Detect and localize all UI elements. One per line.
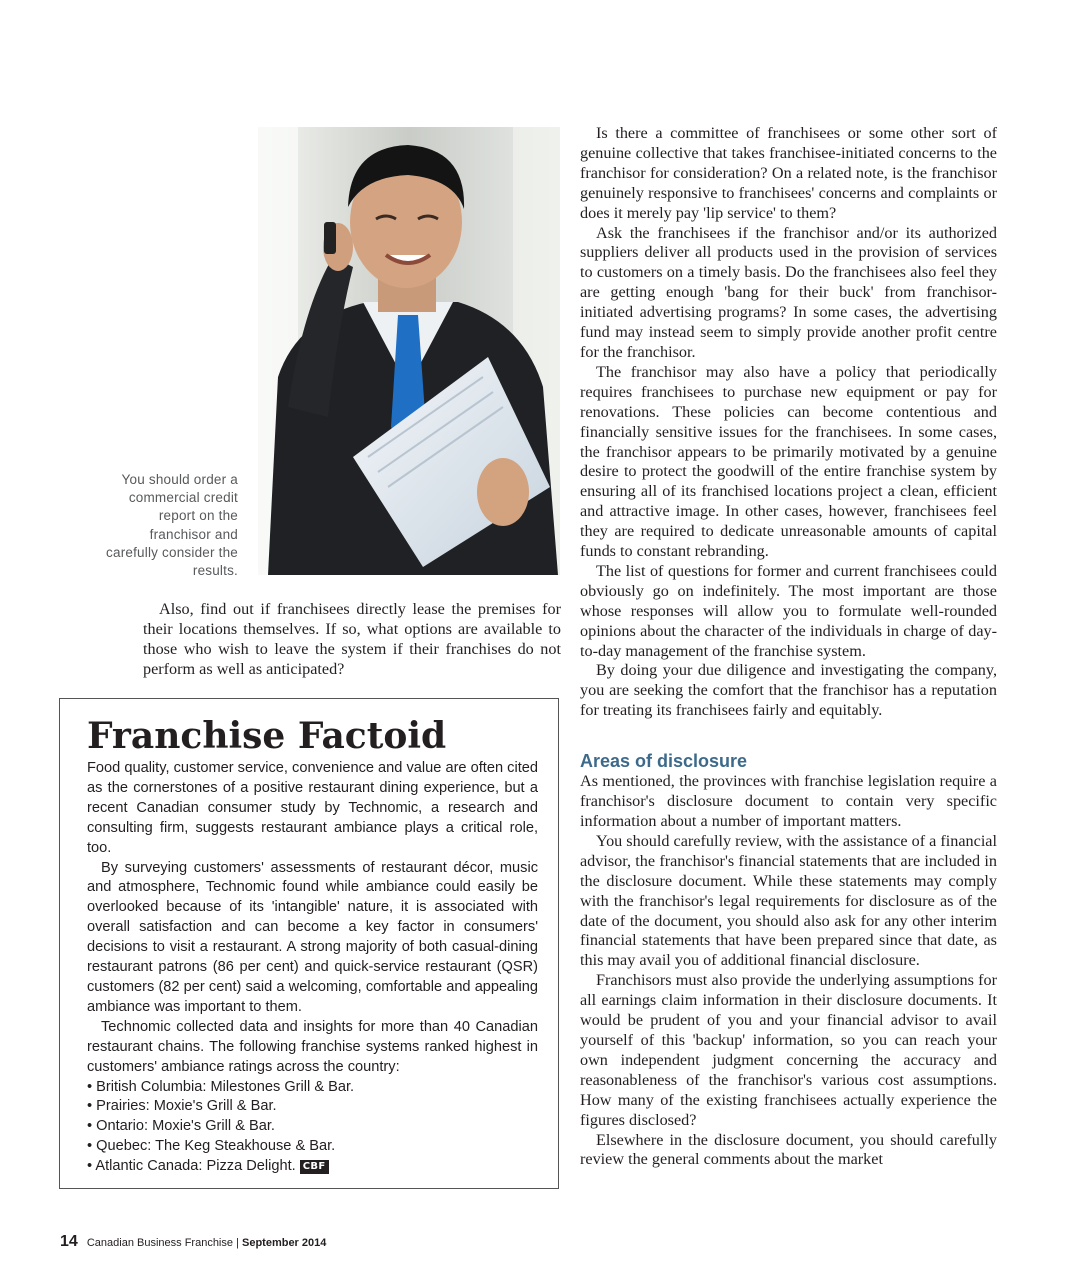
body-paragraph: Elsewhere in the disclosure document, you should carefully review the general comments about the market (580, 1130, 997, 1169)
list-item: • British Columbia: Milestones Grill & Bar. (87, 1078, 355, 1095)
ambiance-rankings-list (87, 1078, 538, 1178)
list-item: • Ontario: Moxie's Grill & Bar. (87, 1118, 275, 1135)
factoid-paragraph: Food quality, customer service, convenience and value are often cited as the cornerstones of a positive restaurant dining experience, but a recent Canadian consumer study by Technomic, a research and consulting firm, suggests restaurant ambiance plays a critical role, too. (87, 760, 538, 856)
list-item: • Prairies: Moxie's Grill & Bar. (87, 1098, 277, 1115)
list-item: • Quebec: The Keg Steakhouse & Bar. (87, 1138, 336, 1155)
factoid-title: Franchise Factoid (87, 715, 447, 757)
body-paragraph: Is there a committee of franchisees or some other sort of genuine collective that takes franchisee-initiated concerns to the franchisor for consideration? On a related note, is the franchisor genuinely responsive to franchisees' concerns and complaints or does it merely pay 'lip service' to them? (580, 124, 997, 222)
body-paragraph: Franchisors must also provide the underlying assumptions for all earnings claim information in their disclosure documents. It would be prudent of you and your financial advisor to avail yourself of this 'backup' information, so you can reach your own independent judgment concerning the accuracy and reasonableness of the franchisor's various cost assumptions. How many of the existing franchisees actually experience the figures disclosed? (580, 971, 997, 1129)
footer-separator: | (236, 1237, 239, 1249)
body-paragraph: By doing your due diligence and investigating the company, you are seeking the comfort that the franchisor has a reputation for treating its franchisees fairly and equitably. (580, 661, 997, 720)
photo-businessman-on-phone (258, 127, 560, 575)
factoid-paragraph: By surveying customers' assessments of restaurant décor, music and atmosphere, Technomic found while ambiance could easily be overlooked because of its 'intangible' nature, it is associated with overall satisfaction and can become a key factor in consumers' decisions to visit a restaurant. A strong majority of both casual-dining restaurant patrons (86 per cent) and quick-service restaurant (QSR) customers (82 per cent) said a welcoming, comfortable and appealing ambiance was important to them. (87, 859, 538, 1015)
businessman-illustration (258, 127, 560, 575)
body-paragraph: As mentioned, the provinces with franchise legislation require a franchisor's disclosure document to contain very specific information about a number of important matters. (580, 772, 997, 830)
body-paragraph: The list of questions for former and current franchisees could obviously go on indefinitely. The most important are those whose responses will allow you to formulate well-rounded opinions about the character of the individuals in charge of day-to-day management of the franchise system. (580, 561, 997, 660)
body-paragraph: Ask the franchisees if the franchisor and/or its authorized suppliers deliver all products used in the provision of services to customers on a timely basis. Do the franchisees also feel they are getting enough 'bang for their buck' from franchisor-initiated advertising programs? In some cases, the advertising fund may instead seem to simply provide another profit centre for the franchisor. (580, 223, 997, 361)
page-number: 14 (60, 1233, 78, 1250)
body-paragraph: You should carefully review, with the assistance of a financial advisor, the franchisor's financial statements that are included in the disclosure document. While these statements may comply with the franchisor's legal requirements for disclosure as of the date of the document, you should also ask for any other interim financial statements that have been prepared since that date, as this may avail you of additional financial disclosure. (580, 831, 997, 970)
photo-caption: You should order a commercial credit report on the franchisor and carefully consider the results. (106, 472, 238, 579)
body-paragraph: The franchisor may also have a policy that periodically requires franchisees to purchase new equipment or pay for renovations. These policies can become contentious and financially sensitive issues for the franchisees. In some cases, the franchisor appears to be primarily motivated by a genuine desire to protect the goodwill of the entire franchise system by ensuring all of its franchised locations project a clean, efficient and attractive image. In other cases, however, franchisees feel they are required to dedicate unreasonable amounts of capital funds to constant rebranding. (580, 362, 997, 561)
factoid-body (87, 759, 538, 1177)
cbf-end-mark-logo: CBF (300, 1160, 329, 1174)
publication-name: Canadian Business Franchise (86, 1237, 233, 1249)
factoid-box (59, 698, 559, 1189)
issue-date: September 2014 (241, 1237, 327, 1249)
section-heading: Areas of disclosure (580, 751, 748, 772)
list-item-text: • Atlantic Canada: Pizza Delight. (87, 1158, 296, 1175)
page-footer (60, 1234, 326, 1251)
list-item (87, 1157, 538, 1177)
right-column (580, 124, 997, 1170)
factoid-paragraph: Technomic collected data and insights for more than 40 Canadian restaurant chains. The following franchise systems ranked highest in customers' ambiance ratings across the country: (87, 1018, 538, 1075)
left-column-paragraph: Also, find out if franchisees directly lease the premises for their locations themselves. If so, what options are available to those who wish to leave the system if their franchises do not perform as well as anticipated? (143, 600, 561, 678)
